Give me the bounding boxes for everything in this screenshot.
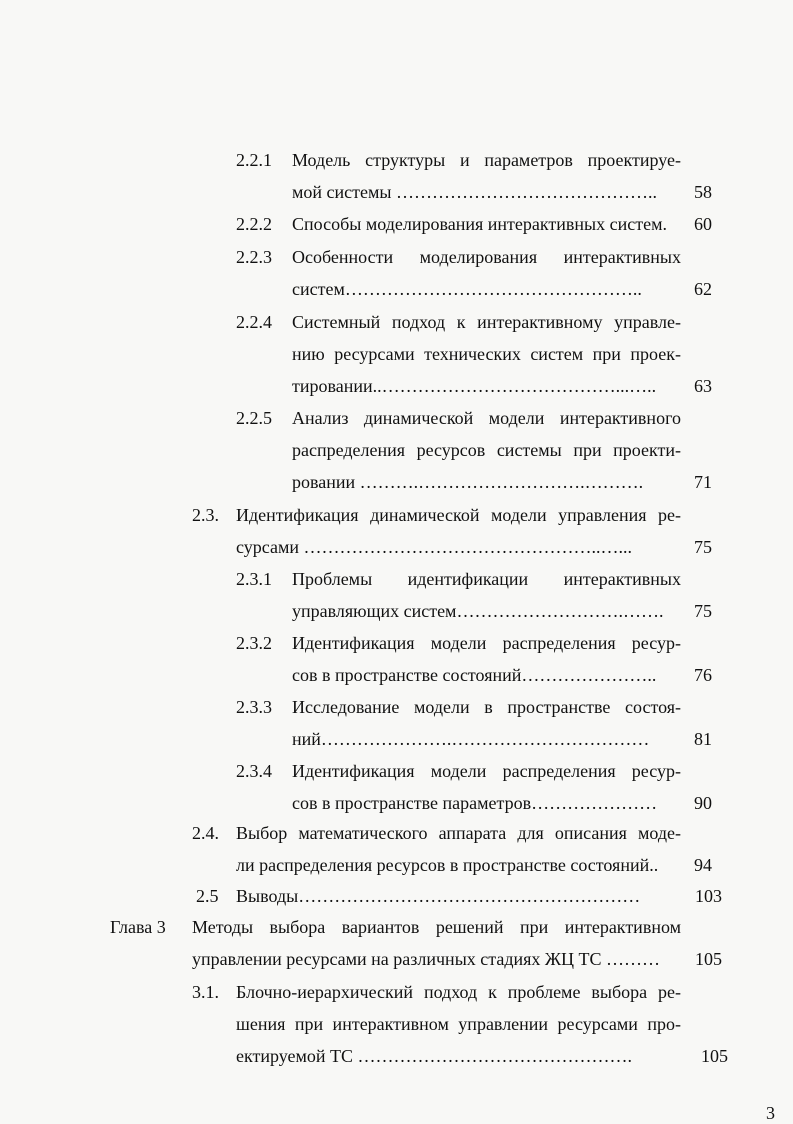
toc-entry-title: Блочно-иерархический подход к проблеме выбора ре-: [236, 982, 681, 1002]
toc-page-number: 75: [694, 601, 712, 621]
toc-entry-title-cont: систем…………………………………………..: [292, 279, 642, 299]
toc-page-number: 62: [694, 279, 712, 299]
toc-page-number: 94: [694, 855, 712, 875]
toc-entry-number: 2.3.: [192, 505, 219, 525]
toc-page-number: 103: [695, 886, 722, 906]
toc-entry-title-cont: ний………………….……………………………: [292, 729, 650, 749]
toc-entry-title-cont: управлении ресурсами на различных стадиях ЖЦ ТС ………: [192, 949, 661, 969]
page-number: 3: [766, 1103, 775, 1123]
toc-entry-number: 2.3.4: [236, 761, 272, 781]
toc-entry-title: Особенности моделирования интерактивных: [292, 247, 681, 267]
toc-entry-title-cont: ектируемой ТС ……………………………………….: [236, 1046, 633, 1066]
toc-entry-number: 2.2.3: [236, 247, 272, 267]
toc-entry-title: Способы моделирования интерактивных систем.: [292, 214, 667, 234]
toc-entry-number: 3.1.: [192, 982, 219, 1002]
toc-entry-number: 2.2.2: [236, 214, 272, 234]
toc-entry-number: 2.3.2: [236, 633, 272, 653]
toc-entry-title-cont: ли распределения ресурсов в пространстве состояний..: [236, 855, 659, 875]
toc-entry-number: 2.2.5: [236, 408, 272, 428]
toc-entry-title-cont: тировании..…………………………………...…..: [292, 376, 657, 396]
toc-entry-title: Системный подход к интерактивному управле-: [292, 312, 681, 332]
toc-entry-title: Методы выбора вариантов решений при интерактивном: [192, 917, 681, 937]
toc-entry-title-cont: сурсами …………………………………………..…...: [236, 537, 632, 557]
toc-page-number: 90: [694, 793, 712, 813]
toc-entry-title-cont: распределения ресурсов системы при проекти-: [292, 440, 681, 460]
toc-entry-title: Проблемы идентификации интерактивных: [292, 569, 681, 589]
toc-entry-title: Идентификация модели распределения ресур-: [292, 633, 681, 653]
toc-page-number: 105: [701, 1046, 728, 1066]
toc-entry-title: Идентификация модели распределения ресур-: [292, 761, 681, 781]
toc-page-number: 75: [694, 537, 712, 557]
toc-entry-title: Модель структуры и параметров проектируе-: [292, 150, 681, 170]
toc-entry-title: Анализ динамической модели интерактивного: [292, 408, 681, 428]
toc-entry-title-cont: сов в пространстве параметров…………………: [292, 793, 658, 813]
toc-entry-title-cont: шения при интерактивном управлении ресурсами про-: [236, 1014, 681, 1034]
toc-entry-title-cont: ровании ……….……………………….……….: [292, 472, 644, 492]
toc-entry-number: 2.3.1: [236, 569, 272, 589]
toc-page-number: 63: [694, 376, 712, 396]
toc-entry-title: Выбор математического аппарата для описания моде-: [236, 823, 681, 843]
toc-page-number: 81: [694, 729, 712, 749]
toc-entry-title-cont: сов в пространстве состояний…………………..: [292, 665, 657, 685]
toc-entry-number: 2.3.3: [236, 697, 272, 717]
toc-entry-number: 2.4.: [192, 823, 219, 843]
toc-page-number: 76: [694, 665, 712, 685]
toc-page-number: 105: [695, 949, 722, 969]
toc-entry-number: Глава 3: [110, 917, 166, 937]
toc-entry-number: 2.2.4: [236, 312, 272, 332]
toc-entry-number: 2.2.1: [236, 150, 272, 170]
toc-entry-title: Исследование модели в пространстве состоя-: [292, 697, 681, 717]
toc-entry-title: Выводы…………………………………………………: [236, 886, 641, 906]
toc-entry-number: 2.5: [196, 886, 219, 906]
toc-entry-title-cont: мой системы ……………………………………..: [292, 182, 657, 202]
toc-page-number: 71: [694, 472, 712, 492]
toc-entry-title-cont: управляющих систем……………………….…….: [292, 601, 664, 621]
toc-entry-title-cont: нию ресурсами технических систем при проек-: [292, 344, 681, 364]
toc-entry-title: Идентификация динамической модели управления ре-: [236, 505, 681, 525]
toc-page-number: 60: [694, 214, 712, 234]
toc-page-number: 58: [694, 182, 712, 202]
